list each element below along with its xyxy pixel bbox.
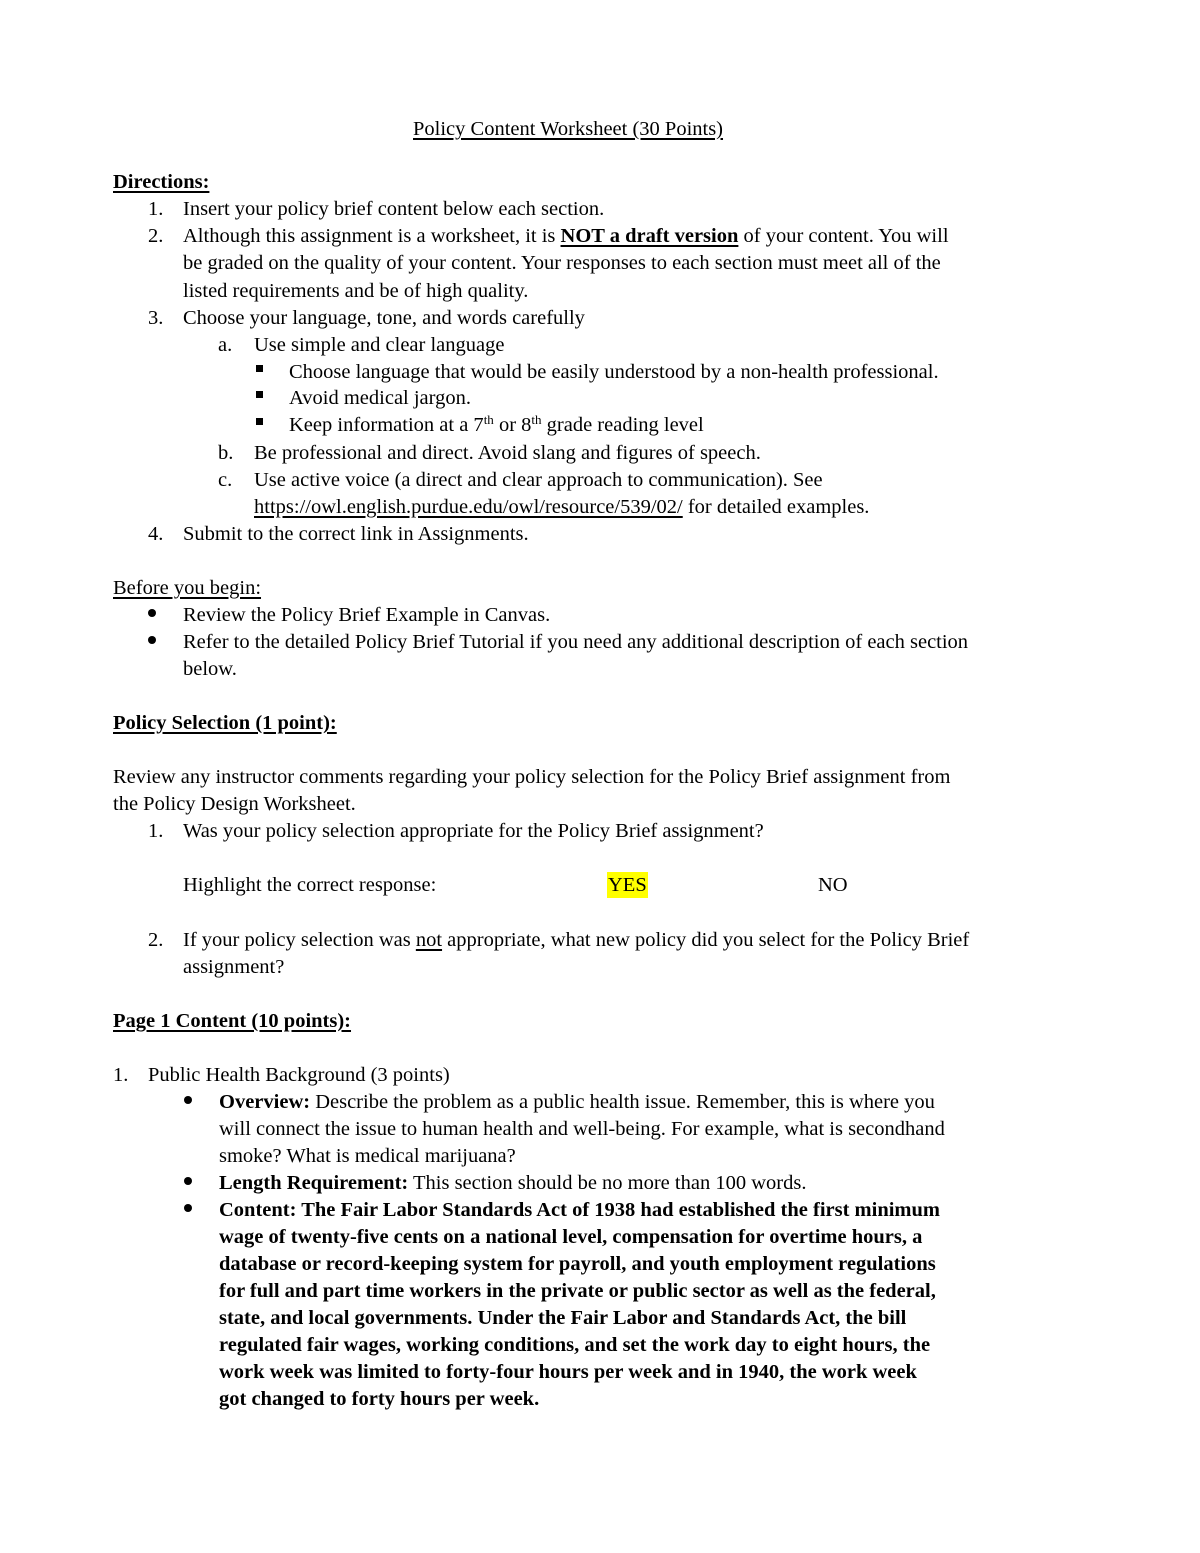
content-line-8: got changed to forty hours per week. [219, 1388, 540, 1410]
before-item-2: Refer to the detailed Policy Brief Tutorial if you need any additional description of each section [183, 631, 969, 653]
before-item-1: Review the Policy Brief Example in Canvas. [183, 604, 551, 626]
content-line-5: state, and local governments. Under the Fair Labor and Standards Act, the bill [219, 1307, 907, 1329]
list-number: 3. [148, 307, 164, 329]
bullet-icon [148, 609, 156, 617]
sub-item-c-line-2: https://owl.english.purdue.edu/owl/resource/539/02/ for detailed examples. [254, 496, 870, 518]
list-letter: b. [218, 442, 234, 464]
list-number: 2. [148, 929, 164, 951]
list-number: 1. [148, 198, 164, 220]
selection-paragraph-line-2: the Policy Design Worksheet. [113, 793, 356, 815]
square-bullet-icon [256, 418, 263, 425]
owl-purdue-link[interactable]: https://owl.english.purdue.edu/owl/resource/539/02/ [254, 496, 683, 518]
list-number: 1. [113, 1064, 129, 1086]
overview-line-2: will connect the issue to human health and well-being. For example, what is secondhand [219, 1118, 945, 1140]
sub-item-a: Use simple and clear language [254, 334, 505, 356]
list-letter: a. [218, 334, 233, 356]
direction-item-2-line-3: listed requirements and be of high quality. [183, 280, 529, 302]
sub-item-c: Use active voice (a direct and clear approach to communication). See [254, 469, 823, 491]
square-bullet-icon [256, 391, 263, 398]
overview-line-3: smoke? What is medical marijuana? [219, 1145, 516, 1167]
content-line-6: regulated fair wages, working conditions, and set the work day to eight hours, the [219, 1334, 931, 1356]
square-bullet-icon [256, 365, 263, 372]
content-line-1: Content: The Fair Labor Standards Act of 1938 had established the first minimum [219, 1199, 940, 1221]
page1-content-heading: Page 1 Content (10 points): [113, 1010, 352, 1032]
sub-bullet-2: Avoid medical jargon. [289, 387, 471, 409]
direction-item-2-line-2: be graded on the quality of your content. Your responses to each section must meet all of the [183, 252, 941, 274]
content-line-4: for full and part time workers in the private or public sector as well as the federal, [219, 1280, 936, 1302]
no-option[interactable]: NO [818, 874, 848, 896]
direction-item-2: Although this assignment is a worksheet, it is NOT a draft version of your content. You will [183, 225, 949, 247]
bullet-icon [184, 1096, 192, 1104]
directions-heading: Directions: [113, 171, 210, 193]
selection-question-2: If your policy selection was not appropriate, what new policy did you select for the Policy Brief [183, 929, 970, 951]
selection-question-1: Was your policy selection appropriate for the Policy Brief assignment? [183, 820, 764, 842]
direction-item-3: Choose your language, tone, and words carefully [183, 307, 585, 329]
sub-bullet-3: Keep information at a 7th or 8th grade reading level [289, 412, 704, 436]
length-requirement: Length Requirement: This section should be no more than 100 words. [219, 1172, 807, 1194]
sub-item-b: Be professional and direct. Avoid slang and figures of speech. [254, 442, 761, 464]
yes-option[interactable]: YES [608, 874, 647, 896]
content-line-7: work week was limited to forty-four hours per week and in 1940, the work week [219, 1361, 917, 1383]
content-line-3: database or record-keeping system for payroll, and youth employment regulations [219, 1253, 936, 1275]
direction-item-1: Insert your policy brief content below each section. [183, 198, 605, 220]
selection-paragraph: Review any instructor comments regarding your policy selection for the Policy Brief assignment from [113, 766, 951, 788]
list-number: 2. [148, 225, 164, 247]
selection-question-2-line-2: assignment? [183, 956, 285, 978]
sub-bullet-1: Choose language that would be easily understood by a non-health professional. [289, 361, 939, 383]
bullet-icon [184, 1204, 192, 1212]
list-number: 4. [148, 523, 164, 545]
highlight-label: Highlight the correct response: [183, 874, 437, 896]
before-item-2-line-2: below. [183, 658, 237, 680]
page-title: Policy Content Worksheet (30 Points) [413, 118, 724, 140]
overview-line-1: Overview: Describe the problem as a public health issue. Remember, this is where you [219, 1091, 935, 1113]
list-number: 1. [148, 820, 164, 842]
public-health-background-item: Public Health Background (3 points) [148, 1064, 450, 1086]
list-letter: c. [218, 469, 233, 491]
direction-item-4: Submit to the correct link in Assignments. [183, 523, 529, 545]
policy-selection-heading: Policy Selection (1 point): [113, 712, 337, 734]
content-line-2: wage of twenty-five cents on a national level, compensation for overtime hours, a [219, 1226, 923, 1248]
emphasis-not-draft: NOT a draft version [560, 225, 739, 247]
bullet-icon [148, 636, 156, 644]
before-heading: Before you begin: [113, 577, 262, 599]
bullet-icon [184, 1177, 192, 1185]
